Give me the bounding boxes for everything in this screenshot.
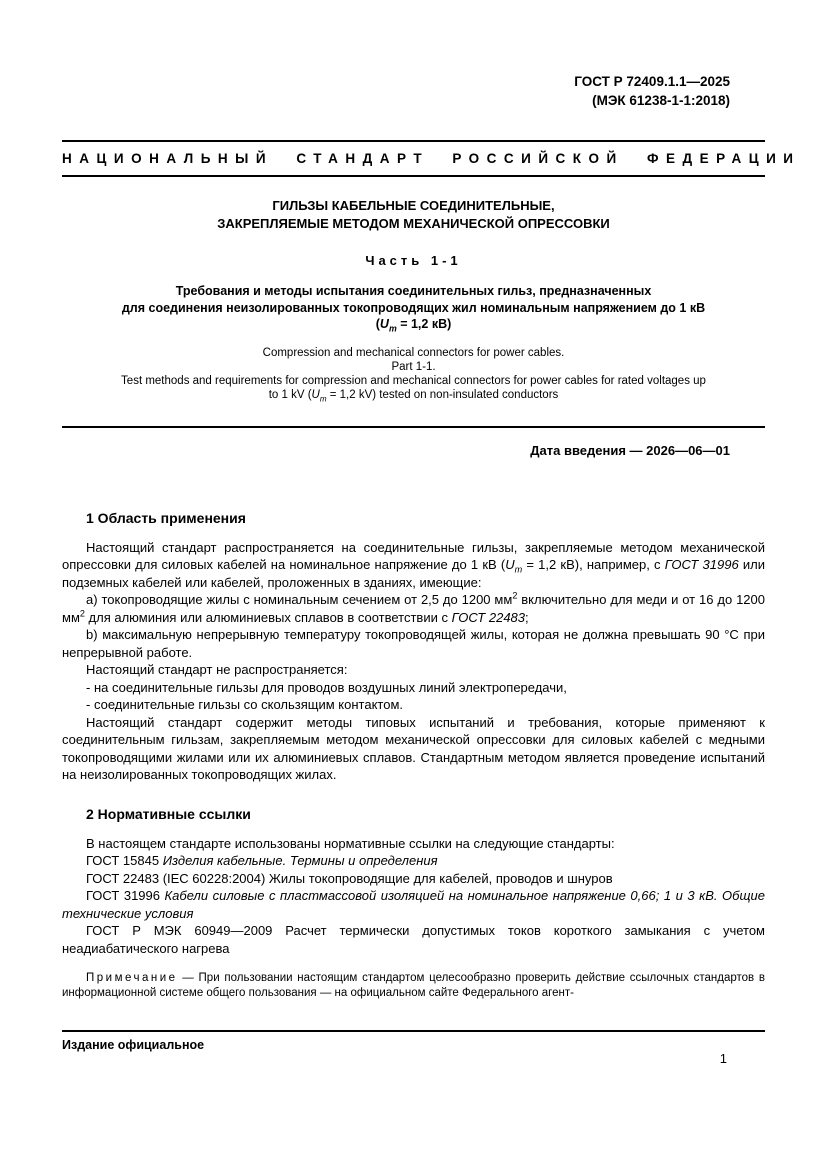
page-number: 1: [719, 1051, 727, 1066]
reference-item: ГОСТ 15845 Изделия кабельные. Термины и определения: [86, 853, 438, 868]
horizontal-rule-top: [62, 140, 765, 142]
document-subtitle: [62, 283, 765, 333]
doc-number: ГОСТ Р 72409.1.1—2025: [574, 74, 730, 89]
horizontal-rule-under-title: [62, 426, 765, 428]
subtitle-line-2: для соединения неизолированных токопроводящих жил номинальным напряжением до 1 кВ: [121, 300, 706, 315]
national-standard-heading: НАЦИОНАЛЬНЫЙ СТАНДАРТ РОССИЙСКОЙ ФЕДЕРАЦИИ: [62, 151, 801, 166]
introduction-date: Дата введения — 2026—06—01: [530, 442, 730, 458]
reference-item: ГОСТ 31996 Кабели силовые с пластмассовой изоляцией на номинальное напряжение 0,66; 1 и 3 кВ. Общие технические условия: [62, 888, 765, 921]
section-1-heading: 1 Область применения: [86, 509, 246, 526]
subtitle-line-3: ($U_m = 1,2$ кВ): [375, 317, 452, 334]
horizontal-rule-under-heading: [62, 175, 765, 177]
doc-number-iec: (МЭК 61238-1-1:2018): [592, 93, 730, 108]
section-2-body: [62, 835, 765, 1002]
footer-rule: [62, 1030, 765, 1032]
paragraph: а) токопроводящие жилы с номинальным сечением от 2,5 до 1200 $мм^2$ включительно для меди и от 16 до 1200 $мм^2$ для алюминия или алюминиевых сплавов в соответствии с ГОСТ 22483;: [62, 590, 765, 625]
part-label: Часть 1-1: [365, 253, 462, 268]
note-paragraph: Примечание — При пользовании настоящим стандартом целесообразно проверить действие ссылочных стандартов в информационной системе общего пользования — на официальном сайте Федерального агент-: [62, 972, 765, 999]
document-title: [62, 197, 765, 233]
paragraph: Настоящий стандарт распространяется на соединительные гильзы, закрепляемые методом механической опрессовки для силовых кабелей на номинальное напряжение до 1 кВ ($U_m = 1,2$ кВ), например, с ГОСТ 31996 или подземных кабелей или кабелей, проложенных в зданиях, имеющие:: [62, 539, 765, 590]
paragraph: Настоящий стандарт не распространяется:: [86, 662, 348, 677]
paragraph: b) максимальную непрерывную температуру токопроводящей жилы, которая не должна превышать 90 °С при непрерывной работе.: [62, 627, 765, 660]
reference-item: ГОСТ 22483 (IEC 60228:2004) Жилы токопроводящие для кабелей, проводов и шнуров: [86, 870, 613, 886]
english-title: Compression and mechanical connectors for power cables. Part 1-1. Test methods and requirements for compression and mechanical connectors for power cables for rated voltages up to 1 kV ($U_m = 1,2$ kV) tested on non-insulated conductors: [121, 346, 706, 403]
list-item: - на соединительные гильзы для проводов воздушных линий электропередачи,: [86, 679, 567, 695]
document-title-line-2: ЗАКРЕПЛЯЕМЫЕ МЕТОДОМ МЕХАНИЧЕСКОЙ ОПРЕССОВКИ: [217, 216, 610, 231]
section-1-body: [62, 539, 765, 784]
subtitle-line-1: Требования и методы испытания соединительных гильз, предназначенных: [175, 284, 652, 298]
doc-header: [62, 72, 765, 110]
official-edition-label: Издание официальное: [62, 1038, 205, 1052]
section-2-heading: 2 Нормативные ссылки: [86, 805, 251, 822]
paragraph: Настоящий стандарт содержит методы типовых испытаний и требования, которые применяют к соединительным гильзам, закрепляемым методом механической опрессовки для силовых кабелей с медными токопроводящими жилами или их алюминиевых сплавов. Стандартным методом является проведение испытаний на неизолированных токопроводящих жилах.: [62, 714, 765, 782]
list-item: - соединительные гильзы со скользящим контактом.: [86, 697, 403, 712]
document-title-line-1: ГИЛЬЗЫ КАБЕЛЬНЫЕ СОЕДИНИТЕЛЬНЫЕ,: [272, 198, 555, 213]
paragraph: В настоящем стандарте использованы нормативные ссылки на следующие стандарты:: [86, 835, 615, 851]
reference-item: ГОСТ Р МЭК 60949—2009 Расчет термически допустимых токов короткого замыкания с учетом неадиабатического нагрева: [62, 923, 765, 956]
